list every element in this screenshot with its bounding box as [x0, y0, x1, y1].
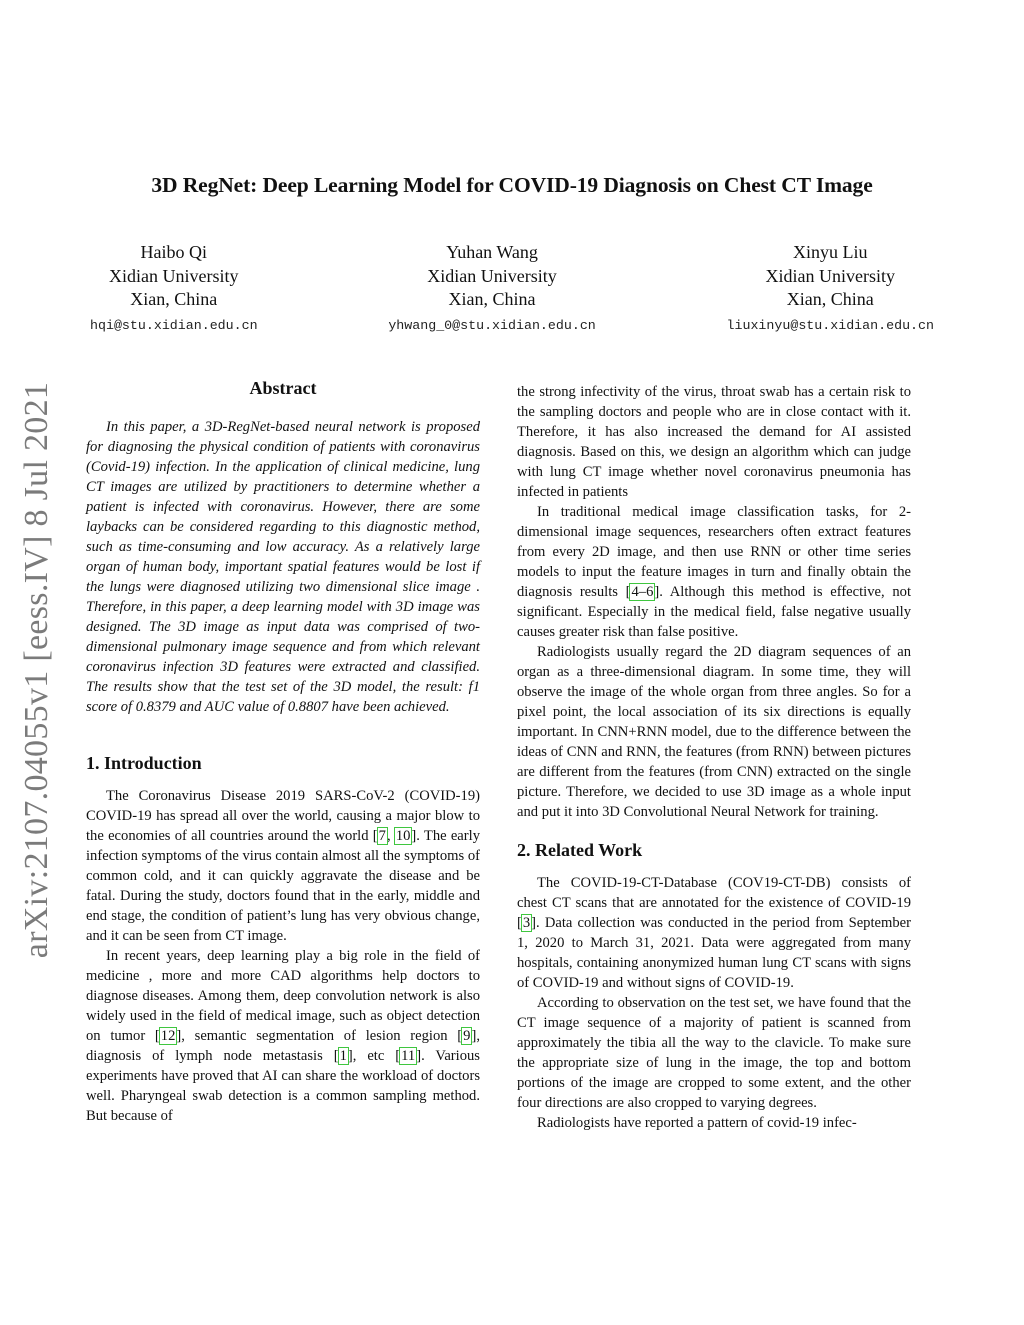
author-block: [90, 241, 934, 336]
text-run: The Coronavirus Disease 2019 SARS-CoV-2 (COVID-19) COVID-19 has spread all over the world, causing a major blow to the economies of all countries around the world [: [86, 788, 480, 844]
intro-paragraph-3: [517, 502, 911, 642]
text-run: In recent years, deep learning play a big role in the field of medicine , more and more CAD algorithms help doctors to diagnose diseases. Among them, deep convolution network is also widely used in the field of medical image, such as object detection on tumor [: [86, 948, 480, 1044]
citation-link[interactable]: 7: [378, 828, 386, 844]
introduction-heading: 1. Introduction: [86, 753, 202, 773]
arxiv-identifier: [12, 380, 62, 960]
author-affiliation: Xidian University: [109, 265, 239, 286]
related-work-heading: 2. Related Work: [517, 840, 643, 860]
citation-link[interactable]: 3: [522, 915, 531, 931]
text-run: ], diagnosis of lymph node metastasis [: [86, 1028, 480, 1064]
right-column: [517, 382, 911, 1133]
left-column: [86, 378, 480, 1126]
author-email[interactable]: liuxinyu@stu.xidian.edu.cn: [726, 317, 934, 333]
intro-paragraph-2: [86, 946, 480, 1126]
intro-paragraph-2-continued: the strong infectivity of the virus, throat swab has a certain risk to the sampling doctors and people who are in close contact with it. Therefore, it has also increased the demand for AI assisted diagnosis. Based on this, we design an algorithm which can judge with lung CT image whether novel coronavirus pneumonia has infected in patients: [517, 384, 911, 500]
author-location: Xian, China: [448, 289, 536, 309]
author-location: Xian, China: [786, 289, 874, 309]
text-run: ]. Various experiments have proved that AI can share the workload of doctors well. Pharyngeal swab detection is a common sampling method. But because of: [86, 1048, 480, 1124]
author-affiliation: Xidian University: [427, 265, 557, 286]
related-paragraph-1: [517, 873, 911, 993]
author-3: [727, 241, 934, 336]
related-paragraph-2: According to observation on the test set, we have found that the CT image sequence of a majority of patient is scanned from approximately the tibia all the way to the clavicle. To make sure the appropriate size of lung in the image, the top and bottom portions of the image are cropped to some extent, and the other four directions are also cropped to varying degrees.: [517, 995, 911, 1111]
text-run: ]. Although this method is effective, not significant. Especially in the medical field, false negative usually causes greater risk than false positive.: [517, 584, 911, 640]
author-affiliation: Xidian University: [765, 265, 895, 286]
author-location: Xian, China: [130, 289, 218, 309]
arxiv-identifier-text: arXiv:2107.04055v1 [eess.IV] 8 Jul 2021: [18, 381, 55, 959]
text-run: ], semantic segmentation of lesion region [: [176, 1028, 463, 1044]
citation-link[interactable]: 1: [339, 1048, 347, 1064]
abstract-text: In this paper, a 3D-RegNet-based neural network is proposed for diagnosing the physical condition of patients with coronavirus (Covid-19) infection. In the application of clinical medicine, lung CT images are utilized by practitioners to determine whether a patient is infected with coronavirus. However, there are some laybacks can be considered regarding to this diagnostic method, such as time-consuming and low accuracy. As a relatively large organ of human body, important spatial features would be lost if the lungs were diagnosed utilizing two dimensional slice image . Therefore, in this paper, a deep learning model with 3D image was designed. The 3D image as input data was comprised of two-dimensional pulmonary image sequence and from which relevant coronavirus infection 3D features were extracted and classified. The results show that the test set of the 3D model, the result: f1 score of 0.8379 and AUC value of 0.8807 have been achieved.: [86, 419, 480, 715]
citation-link[interactable]: 10: [395, 828, 411, 844]
text-run: The COVID-19-CT-Database (COV19-CT-DB) consists of chest CT scans that are annotated for the existence of COVID-19 [: [517, 875, 911, 931]
author-name: Yuhan Wang: [446, 242, 538, 262]
text-run: ]. The early infection symptoms of the virus contain almost all the symptoms of common cold, and it can quickly aggravate the disease and be fatal. During the study, doctors found that in the early, middle and end stage, the condition of patient’s lung has very obvious change, and it can be seen from CT image.: [86, 828, 480, 944]
text-run: ]. Data collection was conducted in the period from September 1, 2020 to March 31, 2021. Data were aggregated from many hospitals, containing anonymized human lung CT scans with signs of COVID-19 and without signs of COVID-19.: [517, 915, 911, 991]
author-email[interactable]: yhwang_0@stu.xidian.edu.cn: [388, 317, 596, 333]
intro-paragraph-1: [86, 786, 480, 946]
author-1: [90, 241, 258, 336]
text-run: In traditional medical image classification tasks, for 2-dimensional image sequences, researchers often extract features from every 2D image, and then use RNN or other time series models to input the feature images in turn and finally obtain the diagnosis results [: [517, 504, 911, 600]
citation-link[interactable]: 11: [401, 1048, 416, 1064]
author-name: Haibo Qi: [140, 242, 208, 262]
paper-title: 3D RegNet: Deep Learning Model for COVID-19 Diagnosis on Chest CT Image: [151, 173, 873, 197]
author-name: Xinyu Liu: [793, 242, 868, 262]
intro-paragraph-4: Radiologists usually regard the 2D diagram sequences of an organ as a three-dimensional diagram. In some time, they will observe the image of the whole organ from three angles. So for a pixel point, the local association of its six directions is equally important. In CNN+RNN model, due to the difference between the ideas of CNN and RNN, the features (from RNN) between pictures are different from the features (from CNN) extracted on the single picture. Therefore, we decided to use 3D image as a whole input and put it into 3D Convolutional Neural Network for training.: [517, 644, 911, 820]
abstract-heading: Abstract: [249, 378, 317, 398]
text-run: ,: [386, 828, 395, 844]
citation-link[interactable]: 9: [463, 1028, 471, 1044]
text-run: ], etc [: [347, 1048, 401, 1064]
citation-link[interactable]: 4–6: [631, 584, 654, 600]
author-2: [388, 241, 595, 336]
related-paragraph-3: Radiologists have reported a pattern of covid-19 infec-: [537, 1115, 857, 1131]
citation-link[interactable]: 12: [160, 1028, 176, 1044]
author-email[interactable]: hqi@stu.xidian.edu.cn: [90, 317, 258, 333]
